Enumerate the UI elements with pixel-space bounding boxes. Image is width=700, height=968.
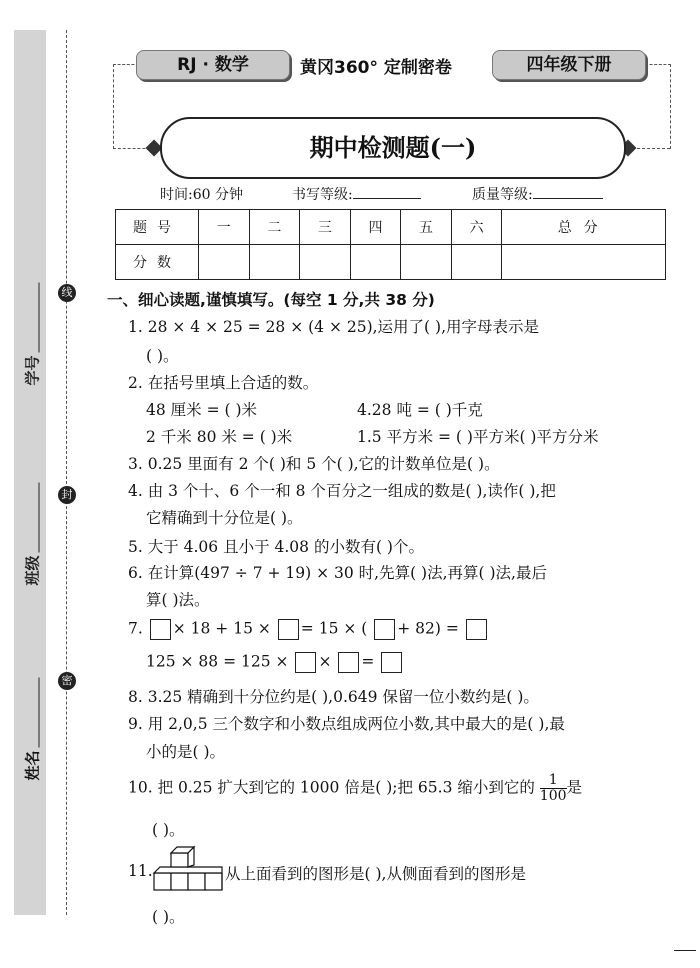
q7b-box-2[interactable] — [338, 652, 359, 673]
score-cell-5[interactable] — [401, 245, 452, 280]
time-info: 时间:60 分钟 — [160, 187, 243, 203]
fraction-numerator: 1 — [540, 773, 567, 789]
seal-line-mark: 线 — [58, 284, 76, 302]
cube-figure — [150, 845, 226, 895]
score-cell-6[interactable] — [451, 245, 502, 280]
score-value-row — [116, 245, 666, 280]
question-8: 8. 3.25 精确到十分位约是( ),0.649 保留一位小数约是( )。 — [128, 688, 539, 706]
question-9-line2: 小的是( )。 — [146, 743, 226, 761]
question-3: 3. 0.25 里面有 2 个( )和 5 个( ),它的计数单位是( )。 — [128, 455, 500, 473]
row-label-question: 题号 — [116, 210, 199, 245]
quality-grade-label: 质量等级: — [472, 187, 533, 203]
q7-box-3[interactable] — [374, 619, 395, 640]
score-cell-total[interactable] — [502, 245, 666, 280]
question-1-line1: 1. 28 × 4 × 25 = 28 × (4 × 25),运用了( ),用字母表示是 — [128, 318, 540, 336]
question-1-line2: ( )。 — [146, 347, 179, 365]
question-5: 5. 大于 4.06 且小于 4.08 的小数有( )个。 — [128, 538, 424, 556]
page-marker — [674, 950, 696, 951]
question-10-line2: ( )。 — [152, 821, 185, 839]
score-cell-3[interactable] — [300, 245, 351, 280]
row-label-score: 分数 — [116, 245, 199, 280]
score-cell-1[interactable] — [199, 245, 250, 280]
quality-grade — [472, 184, 603, 204]
question-7-line2 — [146, 652, 404, 673]
question-2c: 2 千米 80 米 = ( )米 — [146, 428, 293, 446]
q7-box-4[interactable] — [466, 619, 487, 640]
score-cell-2[interactable] — [249, 245, 300, 280]
question-11-number: 11. — [128, 862, 153, 880]
score-cell-4[interactable] — [350, 245, 401, 280]
question-6-line1: 6. 在计算(497 ÷ 7 + 19) × 30 时,先算( )法,再算( )法,最后 — [128, 564, 547, 582]
writing-grade — [292, 184, 421, 204]
header-dash-right — [645, 64, 671, 149]
score-table — [115, 209, 666, 280]
q10-fraction — [540, 773, 567, 804]
binding-class — [22, 446, 43, 586]
col-4: 四 — [350, 210, 401, 245]
q7-number: 7. — [128, 619, 143, 638]
question-7-line1 — [128, 619, 489, 640]
brand-text: 黄冈360° 定制密卷 — [300, 58, 452, 78]
subject-pill: RJ · 数学 — [136, 50, 290, 80]
col-3: 三 — [300, 210, 351, 245]
title-banner — [160, 117, 626, 179]
seal-seal-mark: 封 — [58, 486, 76, 504]
page-title: 期中检测题(一) — [309, 133, 477, 162]
q7-text-3: = 15 × ( — [300, 619, 368, 638]
q7b-text-1: 125 × 88 = 125 × — [146, 652, 289, 671]
q7-text-2: × 18 + 15 × — [172, 619, 271, 638]
question-2a: 48 厘米 = ( )米 — [146, 401, 258, 419]
question-11-line1: 从上面看到的图形是( ),从侧面看到的图形是 — [225, 865, 526, 883]
col-2: 二 — [249, 210, 300, 245]
q7-box-1[interactable] — [150, 619, 171, 640]
q7b-box-1[interactable] — [295, 652, 316, 673]
binding-student-id — [22, 246, 43, 386]
col-total: 总分 — [502, 210, 666, 245]
q10-text: 10. 把 0.25 扩大到它的 1000 倍是( );把 65.3 缩小到它的 — [128, 778, 535, 797]
q7b-text-2: × — [318, 652, 332, 671]
quality-grade-blank[interactable] — [533, 198, 603, 199]
student-id-label: 学号 — [23, 355, 42, 386]
grade-pill: 四年级下册 — [492, 50, 646, 80]
student-id-line — [27, 282, 40, 352]
q7b-text-3: = — [361, 652, 375, 671]
writing-grade-label: 书写等级: — [292, 187, 353, 203]
class-line — [27, 482, 40, 552]
name-line — [27, 677, 40, 747]
question-9-line1: 9. 用 2,0,5 三个数字和小数点组成两位小数,其中最大的是( ),最 — [128, 715, 565, 733]
name-label: 姓名 — [23, 750, 42, 781]
col-6: 六 — [451, 210, 502, 245]
seal-secret-mark: 密 — [58, 672, 76, 690]
header-dash-left — [113, 64, 139, 149]
question-11-line2: ( )。 — [152, 908, 185, 926]
question-10-line1 — [128, 773, 582, 804]
fraction-denominator: 100 — [539, 788, 567, 804]
score-header-row — [116, 210, 666, 245]
question-6-line2: 算( )法。 — [146, 591, 210, 609]
col-5: 五 — [401, 210, 452, 245]
question-4-line2: 它精确到十分位是( )。 — [146, 509, 303, 527]
question-4-line1: 4. 由 3 个十、6 个一和 8 个百分之一组成的数是( ),读作( ),把 — [128, 482, 556, 500]
question-2b: 4.28 吨 = ( )千克 — [357, 401, 483, 419]
writing-grade-blank[interactable] — [353, 198, 421, 199]
binding-name — [22, 641, 43, 781]
q7b-box-3[interactable] — [381, 652, 402, 673]
class-label: 班级 — [23, 555, 42, 586]
q7-box-2[interactable] — [278, 619, 299, 640]
section-heading: 一、细心读题,谨慎填写。(每空 1 分,共 38 分) — [107, 291, 435, 309]
question-2: 2. 在括号里填上合适的数。 — [128, 374, 319, 392]
q10-end: 是 — [566, 778, 583, 797]
cut-line — [66, 30, 67, 915]
question-2d: 1.5 平方米 = ( )平方米( )平方分米 — [357, 428, 599, 446]
col-1: 一 — [199, 210, 250, 245]
q7-text-4: + 82) = — [397, 619, 459, 638]
